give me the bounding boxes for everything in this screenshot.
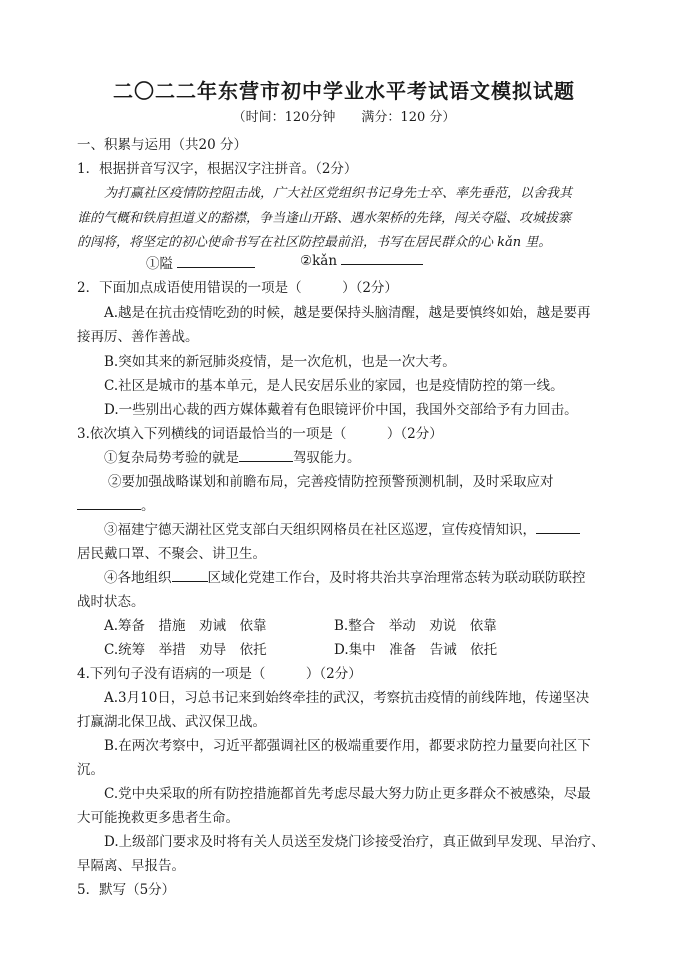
- option-b: B.在两次考察中，习近平都强调社区的极端重要作用，都要求防控力量要向社区下: [104, 738, 591, 754]
- answer-blank-2: [300, 252, 423, 269]
- option-b: B.突如其来的新冠肺炎疫情，是一次危机，也是一次大考。: [104, 354, 456, 370]
- option-d: D.上级部门要求及时将有关人员送至发烧门诊接受治疗，真正做到早发现、早治疗、: [104, 834, 605, 850]
- blank-line: [536, 521, 580, 534]
- passage-line: 的闯将，将坚定的初心使命书写在社区防控最前沿，书写在居民群众的心 kǎn 里。: [77, 235, 552, 250]
- option-c-cont: 大可能挽救更多患者生命。: [77, 810, 239, 826]
- choice-b: B.整合 举动 劝说 依靠: [334, 618, 497, 634]
- answer-blank-1: [146, 252, 255, 272]
- option-a-cont: 接再厉、善作善战。: [77, 329, 199, 345]
- sentence-text: ③福建宁德天湖社区党支部白天组织网格员在社区巡逻，宣传疫情知识，: [104, 522, 536, 538]
- choice-a: A.筹备 措施 劝诫 依靠: [104, 618, 267, 634]
- blank-line: [239, 449, 293, 462]
- passage-line: 谁的气概和铁肩担道义的豁襟，争当逢山开路、遇水架桥的先锋，闯关夺隘、攻城拔寨: [77, 211, 572, 226]
- section-heading: 一、积累与运用（共20 分）: [77, 137, 247, 153]
- question-5-stem: 5．默写（5分）: [77, 882, 176, 898]
- sentence-2-cont: [77, 494, 155, 514]
- question-2-stem: 2．下面加点成语使用错误的一项是（ ）（2分）: [77, 280, 398, 296]
- passage-line: 为打赢社区疫情防控阻击战，广大社区党组织书记身先士卒、率先垂范，以舍我其: [104, 186, 573, 201]
- option-d: D.一些别出心裁的西方媒体戴着有色眼镜评价中国，我国外交部给予有力回击。: [104, 402, 578, 418]
- question-1-stem: 1．根据拼音写汉字，根据汉字注拼音。（2分）: [77, 161, 358, 177]
- exam-info: （时间：120分钟 满分：120 分）: [232, 110, 456, 125]
- blank-line: [77, 497, 141, 510]
- blank-line: [341, 252, 423, 265]
- sentence-4-cont: 战时状态。: [77, 594, 145, 610]
- sentence-3: [104, 518, 580, 538]
- sentence-1: [104, 446, 361, 466]
- page-title: 二〇二二年东营市初中学业水平考试语文模拟试题: [113, 79, 575, 103]
- choice-d: D.集中 准备 告诫 依托: [334, 642, 498, 658]
- option-a: A.3月10日，习总书记来到始终牵挂的武汉，考察抗击疫情的前线阵地，传递坚决: [104, 690, 590, 706]
- sentence-text: 驾驭能力。: [293, 450, 361, 466]
- option-d-cont: 早隔离、早报告。: [77, 858, 185, 874]
- sentence-text: ④各地组织: [104, 570, 172, 586]
- option-c: C.社区是城市的基本单元，是人民安居乐业的家园，也是疫情防控的第一线。: [104, 378, 564, 394]
- blank-label: ②kǎn: [300, 253, 338, 269]
- sentence-text: 区域化党建工作台，及时将共治共享治理常态转为联动联防联控: [207, 570, 586, 586]
- blank-line: [177, 255, 255, 268]
- option-a: A.越是在抗击疫情吃劲的时候，越是要保持头脑清醒，越是要慎终如始，越是要再: [104, 305, 591, 321]
- option-a-cont: 打赢湖北保卫战、武汉保卫战。: [77, 714, 266, 730]
- choice-c: C.统筹 举措 劝导 依托: [104, 642, 267, 658]
- blank-line: [172, 569, 208, 582]
- option-c: C.党中央采取的所有防控措施都首先考虑尽最大努力防止更多群众不被感染，尽最: [104, 786, 591, 802]
- sentence-text: ①复杂局势考验的就是: [104, 450, 239, 466]
- sentence-3-cont: 居民戴口罩、不聚会、讲卫生。: [77, 546, 266, 562]
- blank-label: ①隘: [146, 256, 173, 272]
- sentence-4: [104, 566, 586, 586]
- question-3-stem: 3.依次填入下列横线的词语最恰当的一项是（ ）（2分）: [77, 426, 443, 442]
- option-b-cont: 沉。: [77, 762, 104, 778]
- question-4-stem: 4.下列句子没有语病的一项是（ ）（2分）: [77, 666, 362, 682]
- sentence-2: ②要加强战略谋划和前瞻布局，完善疫情防控预警预测机制，及时采取应对: [108, 474, 554, 490]
- sentence-text: 。: [141, 498, 155, 514]
